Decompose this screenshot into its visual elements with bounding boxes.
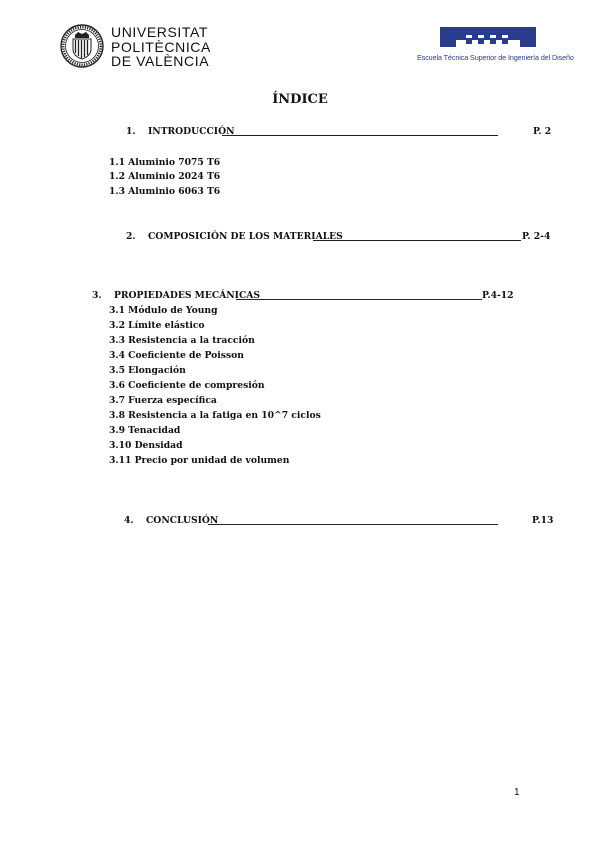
toc-subentry-1-1: 1.1 Aluminio 7075 T6 [109,157,221,168]
toc-entry-1-number: 1. [126,126,136,137]
toc-subentry-3-1: 3.1 Módulo de Young [109,305,218,316]
toc-entry-4-leader [208,524,498,525]
toc-subentry-1-2: 1.2 Aluminio 2024 T6 [109,171,221,182]
toc-entry-2-label: COMPOSICIÓN DE LOS MATERIALES [148,231,343,242]
toc-subentry-3-11: 3.11 Precio por unidad de volumen [109,455,290,466]
page-title: ÍNDICE [272,92,328,107]
toc-subentry-3-10: 3.10 Densidad [109,440,183,451]
upv-seal-logo [60,24,104,68]
toc-entry-4-page: P.13 [532,515,554,526]
school-name: Escuela Técnica Superior de Ingeniería del Diseño [417,53,574,62]
toc-entry-3-leader [236,299,482,300]
toc-entry-2-number: 2. [126,231,136,242]
toc-entry-4-number: 4. [124,515,134,526]
university-name [111,25,211,69]
toc-entry-1-label: INTRODUCCIÓN [148,126,235,137]
toc-entry-2-leader [313,240,521,241]
toc-subentry-3-8: 3.8 Resistencia a la fatiga en 10^7 ciclos [109,410,321,421]
toc-subentry-3-3: 3.3 Resistencia a la tracción [109,335,255,346]
etsid-logo [440,27,536,47]
toc-entry-3-number: 3. [92,290,102,301]
toc-subentry-3-2: 3.2 Límite elástico [109,320,205,331]
toc-entry-1 [126,126,234,137]
toc-subentry-3-7: 3.7 Fuerza específica [109,395,217,406]
toc-entry-2 [126,231,343,242]
toc-entry-2-page: P. 2-4 [522,231,551,242]
toc-entry-1-leader [222,135,498,136]
toc-subentry-3-6: 3.6 Coeficiente de compresión [109,380,265,391]
university-line-2: POLITÈCNICA [111,38,211,55]
toc-entry-3-page: P.4-12 [482,290,514,301]
toc-subentry-1-3: 1.3 Aluminio 6063 T6 [109,186,221,197]
university-line-1: UNIVERSITAT [111,24,209,40]
toc-subentry-3-5: 3.5 Elongación [109,365,186,376]
toc-entry-3-label: PROPIEDADES MECÁNICAS [114,290,261,301]
toc-subentry-3-4: 3.4 Coeficiente de Poisson [109,350,244,361]
toc-entry-1-page: P. 2 [533,126,552,137]
toc-entry-3 [92,290,260,301]
toc-entry-4 [124,515,218,526]
page-number: 1 [514,787,520,798]
toc-subentry-3-9: 3.9 Tenacidad [109,425,181,436]
toc-entry-4-label: CONCLUSIÓN [146,515,219,526]
university-line-3: DE VALÈNCIA [111,53,210,69]
